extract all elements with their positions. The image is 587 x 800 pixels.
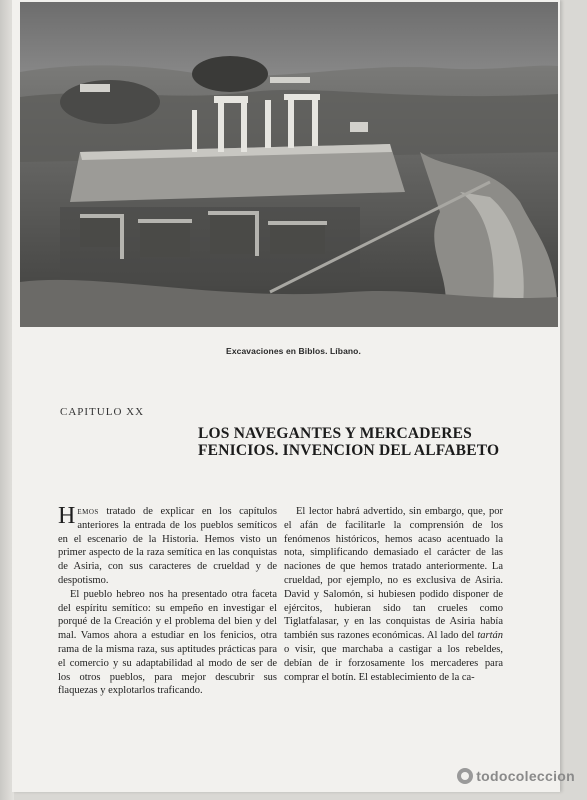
ruins-photo-drawing	[20, 2, 558, 327]
watermark	[457, 768, 575, 784]
chapter-label: CAPITULO XX	[60, 406, 145, 418]
drop-cap: H	[58, 503, 76, 529]
paragraph-text: o visir, que marchaba a castigar a los rebeldes, debían de ir forzosamente los mercaderes para comprar el botín. El establecimiento de la ca-	[284, 643, 503, 683]
paragraph	[284, 505, 503, 684]
paragraph	[58, 505, 277, 588]
paragraph: El pueblo hebreo nos ha presentado otra faceta del espíritu semítico: su empeño en investigar el porqué de la Creación y el problema del bien y del mal. Vamos ahora a estudiar en los fenicios, otra rama de la misma raza, sus aptitudes prácticas para el comercio y su adaptabilidad al modo de ser de los otros pueblos, para mejor descubrir sus flaquezas y explotarlos traficando.	[58, 588, 277, 697]
chapter-title-line-1: LOS NAVEGANTES Y MERCADERES	[198, 425, 472, 442]
text-column-right	[284, 505, 503, 684]
text-column-left	[58, 505, 277, 698]
lead-smallcaps: emos	[77, 506, 99, 517]
photo-caption: Excavaciones en Biblos. Líbano.	[226, 346, 361, 356]
italic-term: tartán	[477, 630, 503, 642]
ruins-photo	[20, 2, 558, 327]
watermark-logo-icon	[457, 768, 473, 784]
chapter-title	[198, 425, 528, 459]
paragraph-text: tratado de explicar en los capítulos anteriores la entrada de los pueblos semíticos en el escenario de la Historia. Hemos visto un primer aspecto de la raza semítica en las conquistas de Asiria, con sus caracteres de crueldad y de despotismo.	[58, 506, 277, 586]
chapter-title-line-2: FENICIOS. INVENCION DEL ALFABETO	[198, 442, 500, 459]
paragraph-text: El lector habrá advertido, sin embargo, que, por el afán de facilitarle la comprensión de los fenómenos históricos, hemos acaso acentuado la nota, simplificando demasiado el carácter de las naciones de que hemos tratado anteriormente. La crueldad, por ejemplo, no es exclusiva de Asiria. David y Salomón, si hubiesen podido disponer de ejércitos, hubieran sido tan crueles como Tiglatfalasar, y en las conquistas de Asiria había también sus razones económicas. Al lado del	[284, 506, 503, 642]
watermark-text: todocoleccion	[476, 768, 575, 784]
